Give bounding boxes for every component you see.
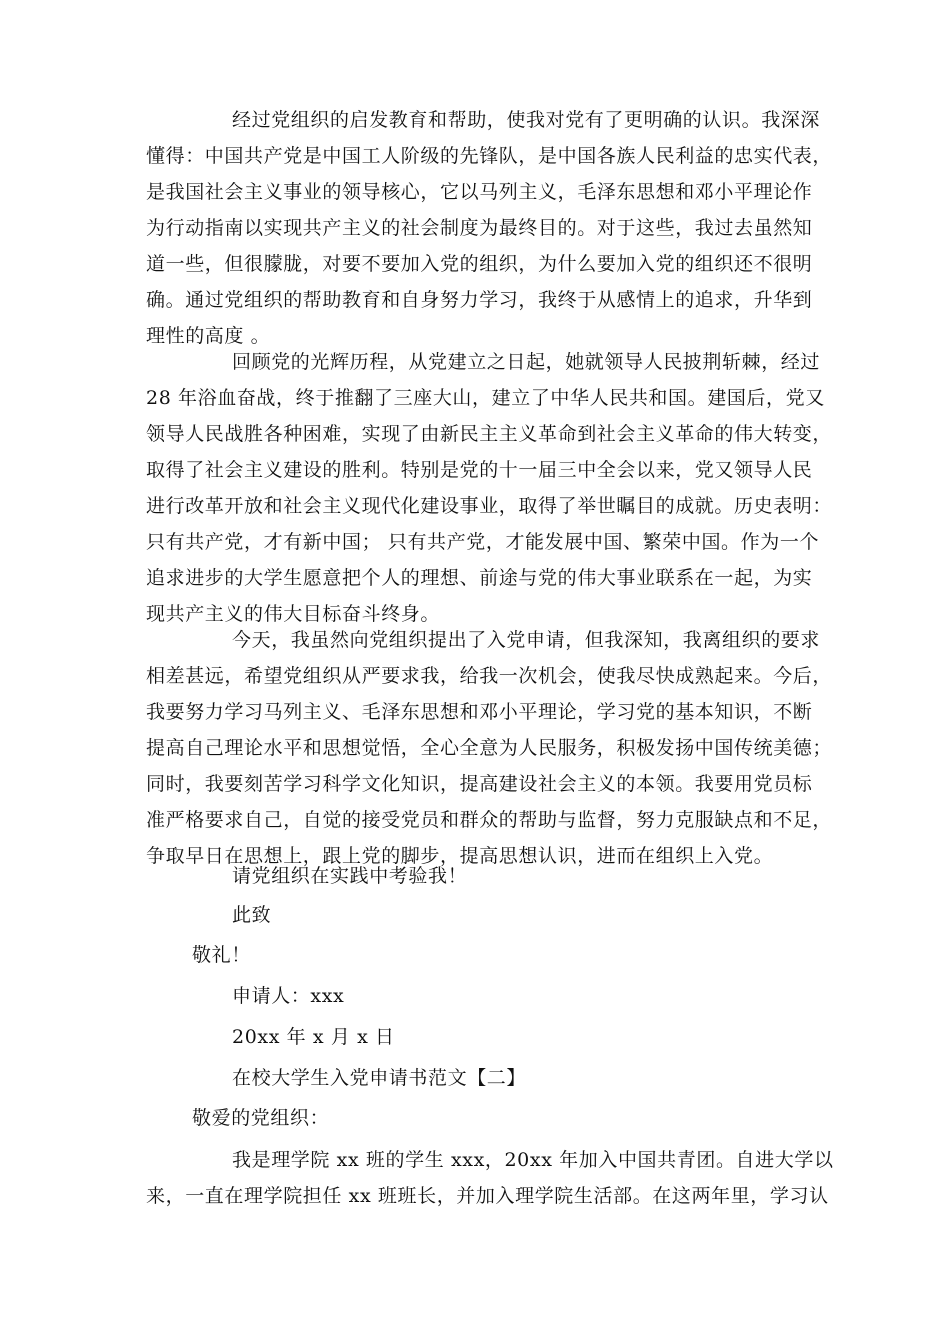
cizhi: 此致 [232, 904, 272, 926]
p3-line-6: 准严格要求自己，自觉的接受党员和群众的帮助与监督，努力克服缺点和不足， [146, 809, 833, 831]
closing-request: 请党组织在实践中考验我！ [232, 865, 468, 887]
p3-line-1: 今天，我虽然向党组织提出了入党申请，但我深知，我离组织的要求 [232, 629, 821, 651]
p2-line-5: 进行改革开放和社会主义现代化建设事业，取得了举世瞩目的成就。历史表明： [146, 495, 833, 517]
p3-line-7: 争取早日在思想上，跟上党的脚步，提高思想认识，进而在组织上入党。 [146, 845, 774, 867]
p1-line-5: 道一些，但很朦胧，对要不要加入党的组织，为什么要加入党的组织还不很明 [146, 253, 813, 275]
salutation: 敬爱的党组织： [192, 1107, 330, 1129]
jingli: 敬礼！ [192, 944, 251, 966]
p1-line-1: 经过党组织的启发教育和帮助，使我对党有了更明确的认识。我深深 [232, 109, 821, 131]
applicant-signature: 申请人：xxx [232, 985, 345, 1007]
p3-line-4: 提高自己理论水平和思想觉悟，全心全意为人民服务，积极发扬中国传统美德； [146, 737, 833, 759]
p2-line-3: 领导人民战胜各种困难，实现了由新民主主义革命到社会主义革命的伟大转变， [146, 423, 833, 445]
application-date: 20xx 年 x 月 x 日 [232, 1026, 395, 1048]
p2-line-7: 追求进步的大学生愿意把个人的理想、前途与党的伟大事业联系在一起，为实 [146, 567, 813, 589]
p1-line-7: 理性的高度 。 [146, 325, 271, 347]
p1-line-6: 确。通过党组织的帮助教育和自身努力学习，我终于从感情上的追求，升华到 [146, 289, 813, 311]
section-title: 在校大学生入党申请书范文【二】 [232, 1067, 527, 1089]
p2-line-6: 只有共产党，才有新中国； 只有共产党，才能发展中国、繁荣中国。作为一个 [146, 531, 820, 553]
p2-line-4: 取得了社会主义建设的胜利。特别是党的十一届三中全会以来，党又领导人民 [146, 459, 813, 481]
p4-line-2: 来，一直在理学院担任 xx 班班长，并加入理学院生活部。在这两年里，学习认 [146, 1185, 829, 1207]
p3-line-2: 相差甚远，希望党组织从严要求我，给我一次机会，使我尽快成熟起来。今后， [146, 665, 833, 687]
p2-line-1: 回顾党的光辉历程，从党建立之日起，她就领导人民披荆斩棘，经过 [232, 351, 821, 373]
p1-line-2: 懂得：中国共产党是中国工人阶级的先锋队，是中国各族人民利益的忠实代表， [146, 145, 833, 167]
p4-line-1: 我是理学院 xx 班的学生 xxx，20xx 年加入中国共青团。自进大学以 [232, 1149, 834, 1171]
p3-line-5: 同时，我要刻苦学习科学文化知识，提高建设社会主义的本领。我要用党员标 [146, 773, 813, 795]
p2-line-8: 现共产主义的伟大目标奋斗终身。 [146, 603, 441, 625]
p2-line-2: 28 年浴血奋战，终于推翻了三座大山，建立了中华人民共和国。建国后，党又 [146, 387, 825, 409]
p1-line-3: 是我国社会主义事业的领导核心，它以马列主义，毛泽东思想和邓小平理论作 [146, 181, 813, 203]
p3-line-3: 我要努力学习马列主义、毛泽东思想和邓小平理论，学习党的基本知识，不断 [146, 701, 813, 723]
p1-line-4: 为行动指南以实现共产主义的社会制度为最终目的。对于这些，我过去虽然知 [146, 217, 813, 239]
